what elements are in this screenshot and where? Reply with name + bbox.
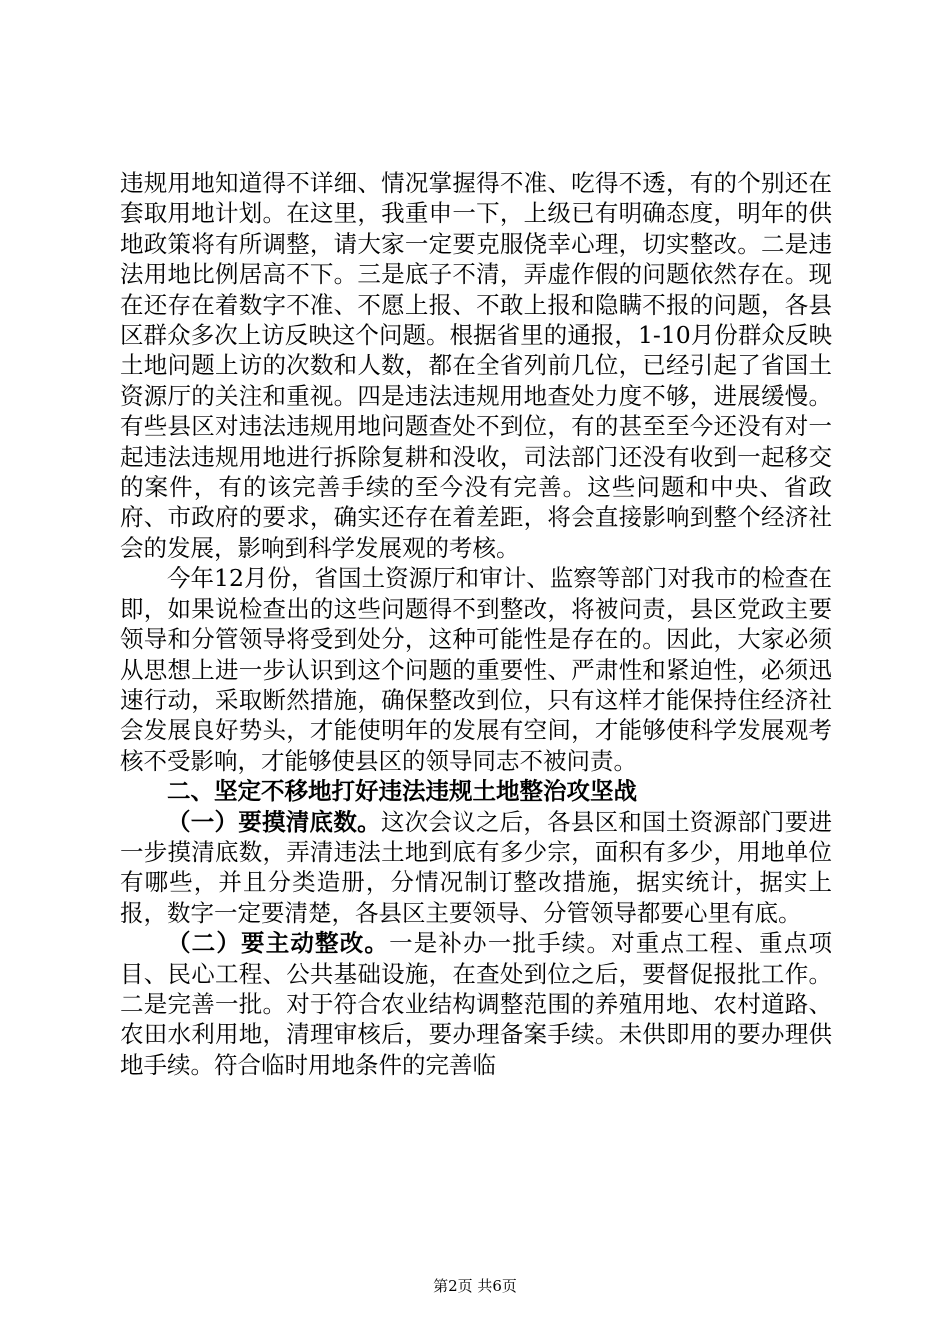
page-number: 第2页 共6页	[433, 1277, 517, 1295]
subsection-2-text: 一是补办一批手续。对重点工程、重点项目、民心工程、公共基础设施，在查处到位之后，要督促报批工作。二是完善一批。对于符合农业结构调整范围的养殖用地、农村道路、农田水利用地，清理审核后，要办理备案手续。未供即用的要办理供地手续。符合临时用地条件的完善临	[120, 929, 833, 1079]
document-body	[120, 168, 832, 1080]
paragraph-inspection: 今年12月份，省国土资源厅和审计、监察等部门对我市的检查在即，如果说检查出的这些问题得不到整改，将被问责，县区党政主要领导和分管领导将受到处分，这种可能性是存在的。因此，大家必须从思想上进一步认识到这个问题的重要性、严肃性和紧迫性，必须迅速行动，采取断然措施，确保整改到位，只有这样才能保持住经济社会发展良好势头，才能使明年的发展有空间，才能够使科学发展观考核不受影响，才能够使县区的领导同志不被问责。	[120, 564, 832, 775]
section-heading: 二、坚定不移地打好违法违规土地整治攻坚战	[167, 777, 637, 806]
subsection-1	[120, 807, 832, 929]
subsection-2	[120, 928, 832, 1080]
paragraph-continued: 违规用地知道得不详细、情况掌握得不准、吃得不透，有的个别还在套取用地计划。在这里，我重申一下，上级已有明确态度，明年的供地政策将有所调整，请大家一定要克服侥幸心理，切实整改。二是违法用地比例居高不下。三是底子不清，弄虚作假的问题依然存在。现在还存在着数字不准、不愿上报、不敢上报和隐瞒不报的问题，各县区群众多次上访反映这个问题。根据省里的通报，1-10月份群众反映土地问题上访的次数和人数，都在全省列前几位，已经引起了省国土资源厅的关注和重视。四是违法违规用地查处力度不够，进展缓慢。有些县区对违法违规用地问题查处不到位，有的甚至至今还没有对一起违法违规用地进行拆除复耕和没收，司法部门还没有收到一起移交的案件，有的该完善手续的至今没有完善。这些问题和中央、省政府、市政府的要求，确实还存在着差距，将会直接影响到整个经济社会的发展，影响到科学发展观的考核。	[120, 169, 832, 562]
subsection-1-text: 这次会议之后，各县区和国土资源部门要进一步摸清底数，弄清违法土地到底有多少宗，面积有多少，用地单位有哪些，并且分类造册，分情况制订整改措施，据实统计，据实上报，数字一定要清楚，各县区主要领导、分管领导都要心里有底。	[120, 807, 833, 927]
subsection-2-title: （二）要主动整改。	[167, 929, 390, 958]
subsection-1-title: （一）要摸清底数。	[167, 807, 381, 836]
page-footer	[0, 1276, 950, 1296]
